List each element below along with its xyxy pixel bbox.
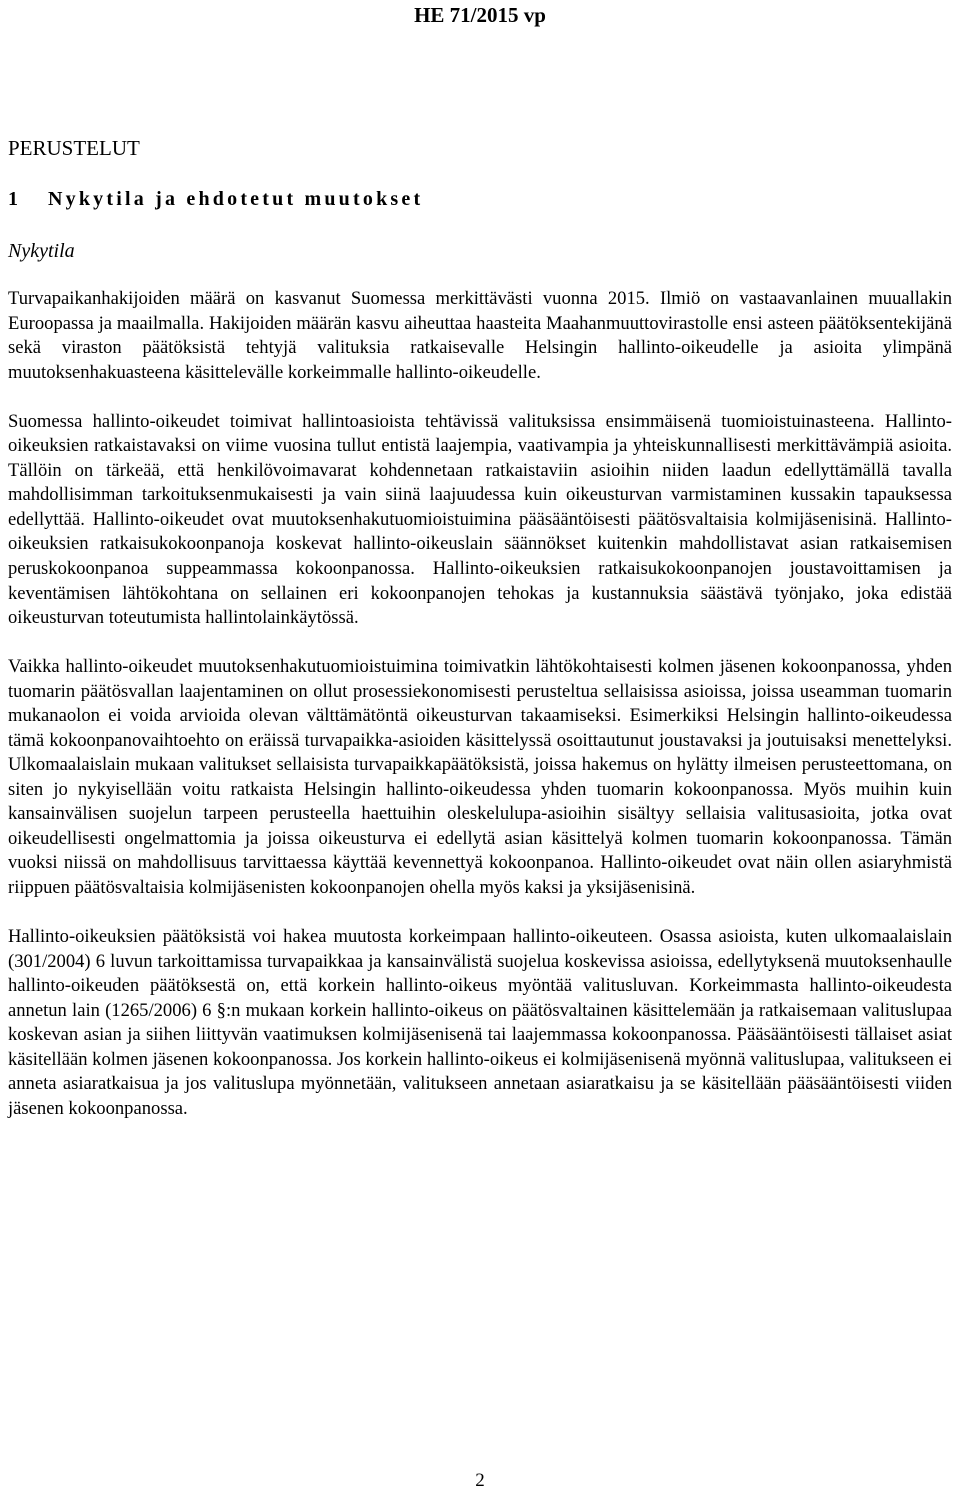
paragraph: Turvapaikanhakijoiden määrä on kasvanut Suomessa merkittävästi vuonna 2015. Ilmiö on vastaavanlainen muuallakin Euroopassa ja maailmalla. Hakijoiden määrän kasvu aiheuttaa haasteita Maahanmuuttovirastolle ensi asteen päätöksentekijänä sekä viraston päätöksistä tehtyjä valituksia ratkaisevalle Helsingin hallinto-oikeudelle ja asioita ylimpänä muutoksenhakuasteena käsittelevälle korkeimmalle hallinto-oikeudelle. (8, 288, 952, 383)
document-id-header: HE 71/2015 vp (414, 3, 546, 27)
body-text (8, 287, 952, 1146)
paragraph: Suomessa hallinto-oikeudet toimivat hallintoasioista tehtävissä valituksissa ensimmäisenä tuomioistuinasteena. Hallinto-oikeuksien ratkaistavaksi on viime vuosina tullut entistä laajempia, vaativampia ja yhteiskunnallisesti merkittävämpiä asioita. Tällöin on tärkeää, että henkilövoimavarat kohdennetaan ratkaistaviin asioihin niiden laadun edellyttämällä tavalla mahdollisimman tarkoituksenmukaisesti ja vain siinä laajuudessa kuin oikeusturvan varmistaminen kussakin tapauksessa edellyttää. Hallinto-oikeudet ovat muutoksenhakutuomioistuimina pääsääntöisesti päätösvaltaisia kolmijäsenisinä. Hallinto-oikeuksien ratkaisukokoonpanoja koskevat hallinto-oikeuslain säännökset kuitenkin mahdollistavat asian ratkaisemisen peruskokoonpanoa suppeammassa kokoonpanossa. Hallinto-oikeuksien ratkaisukokoonpanojen joustavoittamisen ja keventämisen lähtökohtana on sellainen eri kokoonpanojen tehokas ja kustannuksia säästävä työnjako, joka edistää oikeusturvan toteutumista hallintolainkäytössä. (8, 410, 952, 629)
chapter-heading (8, 186, 423, 212)
chapter-number: 1 (8, 188, 18, 210)
chapter-title: Nykytila ja ehdotetut muutokset (48, 188, 424, 210)
document-page (8, 0, 952, 1495)
paragraph: Vaikka hallinto-oikeudet muutoksenhakutuomioistuimina toimivatkin lähtökohtaisesti kolmen jäsenen kokoonpanossa, yhden tuomarin päätösvallan laajentaminen on ollut prosessiekonomisesti perusteltua sellaisissa asioissa, joissa useamman tuomarin mukanaolon ei voida arvioida olevan välttämätöntä oikeusturvan takaamiseksi. Esimerkiksi Helsingin hallinto-oikeudessa tämä kokoonpanovaihtoehto on eräissä turvapaikka-asioiden käsittelyssä osoittautunut joustavaksi ja joutuisaksi menettelyksi. Ulkomaalaislain mukaan valitukset sellaisista turvapaikkapäätöksistä, joissa hakemus on hylätty ilmeisen perusteettomana, on siten jo nykyisellään voitu ratkaista Helsingin hallinto-oikeudessa yhden tuomarin kokoonpanossa. Myös muihin kuin kansainvälisen suojelun tarpeen perusteella haettuihin oleskelulupa-asioihin sisältyy sellaisia valitusasioita, jotka ovat oikeudellisesti ongelmattomia ja joissa oikeusturva ei edellytä asian käsittelyä kolmen tuomarin kokoonpanossa. Tämän vuoksi niissä on mahdollisuus tarvittaessa käyttää kevennettyä kokoonpanoa. Hallinto-oikeudet ovat näin ollen asiaryhmistä riippuen päätösvaltaisia kolmijäsenisten kokoonpanojen ohella myös kaksi ja yksijäsenisinä. (8, 656, 952, 899)
paragraph: Hallinto-oikeuksien päätöksistä voi hakea muutosta korkeimpaan hallinto-oikeuteen. Osassa asioista, kuten ulkomaalaislain (301/2004) 6 luvun tarkoittamissa turvapaikkaa ja kansainvälistä suojelua koskevissa asioissa, edellytyksenä muutoksenhaulle hallinto-oikeuden päätöksestä on, että korkein hallinto-oikeus myöntää valitusluvan. Korkeimmasta hallinto-oikeudesta annetun lain (1265/2006) 6 §:n mukaan korkein hallinto-oikeus on päätösvaltainen käsittelemään ja ratkaisemaan valituslupaa koskevan asian ja siihen liittyvän vaatimuksen kolmijäsenisenä tai laajemmassa kokoonpanossa. Pääsääntöisesti tällaiset asiat käsitellään kolmen jäsenen kokoonpanossa. Jos korkein hallinto-oikeus ei kolmijäsenisenä myönnä valituslupaa, valitukseen ei anneta asiaratkaisua ja jos valituslupa myönnetään, valitukseen annetaan asiaratkaisu ja se käsitellään pääsääntöisesti viiden jäsenen kokoonpanossa. (8, 926, 952, 1119)
page-number: 2 (475, 1470, 485, 1491)
section-title: PERUSTELUT (8, 136, 140, 160)
subheading: Nykytila (8, 240, 75, 262)
